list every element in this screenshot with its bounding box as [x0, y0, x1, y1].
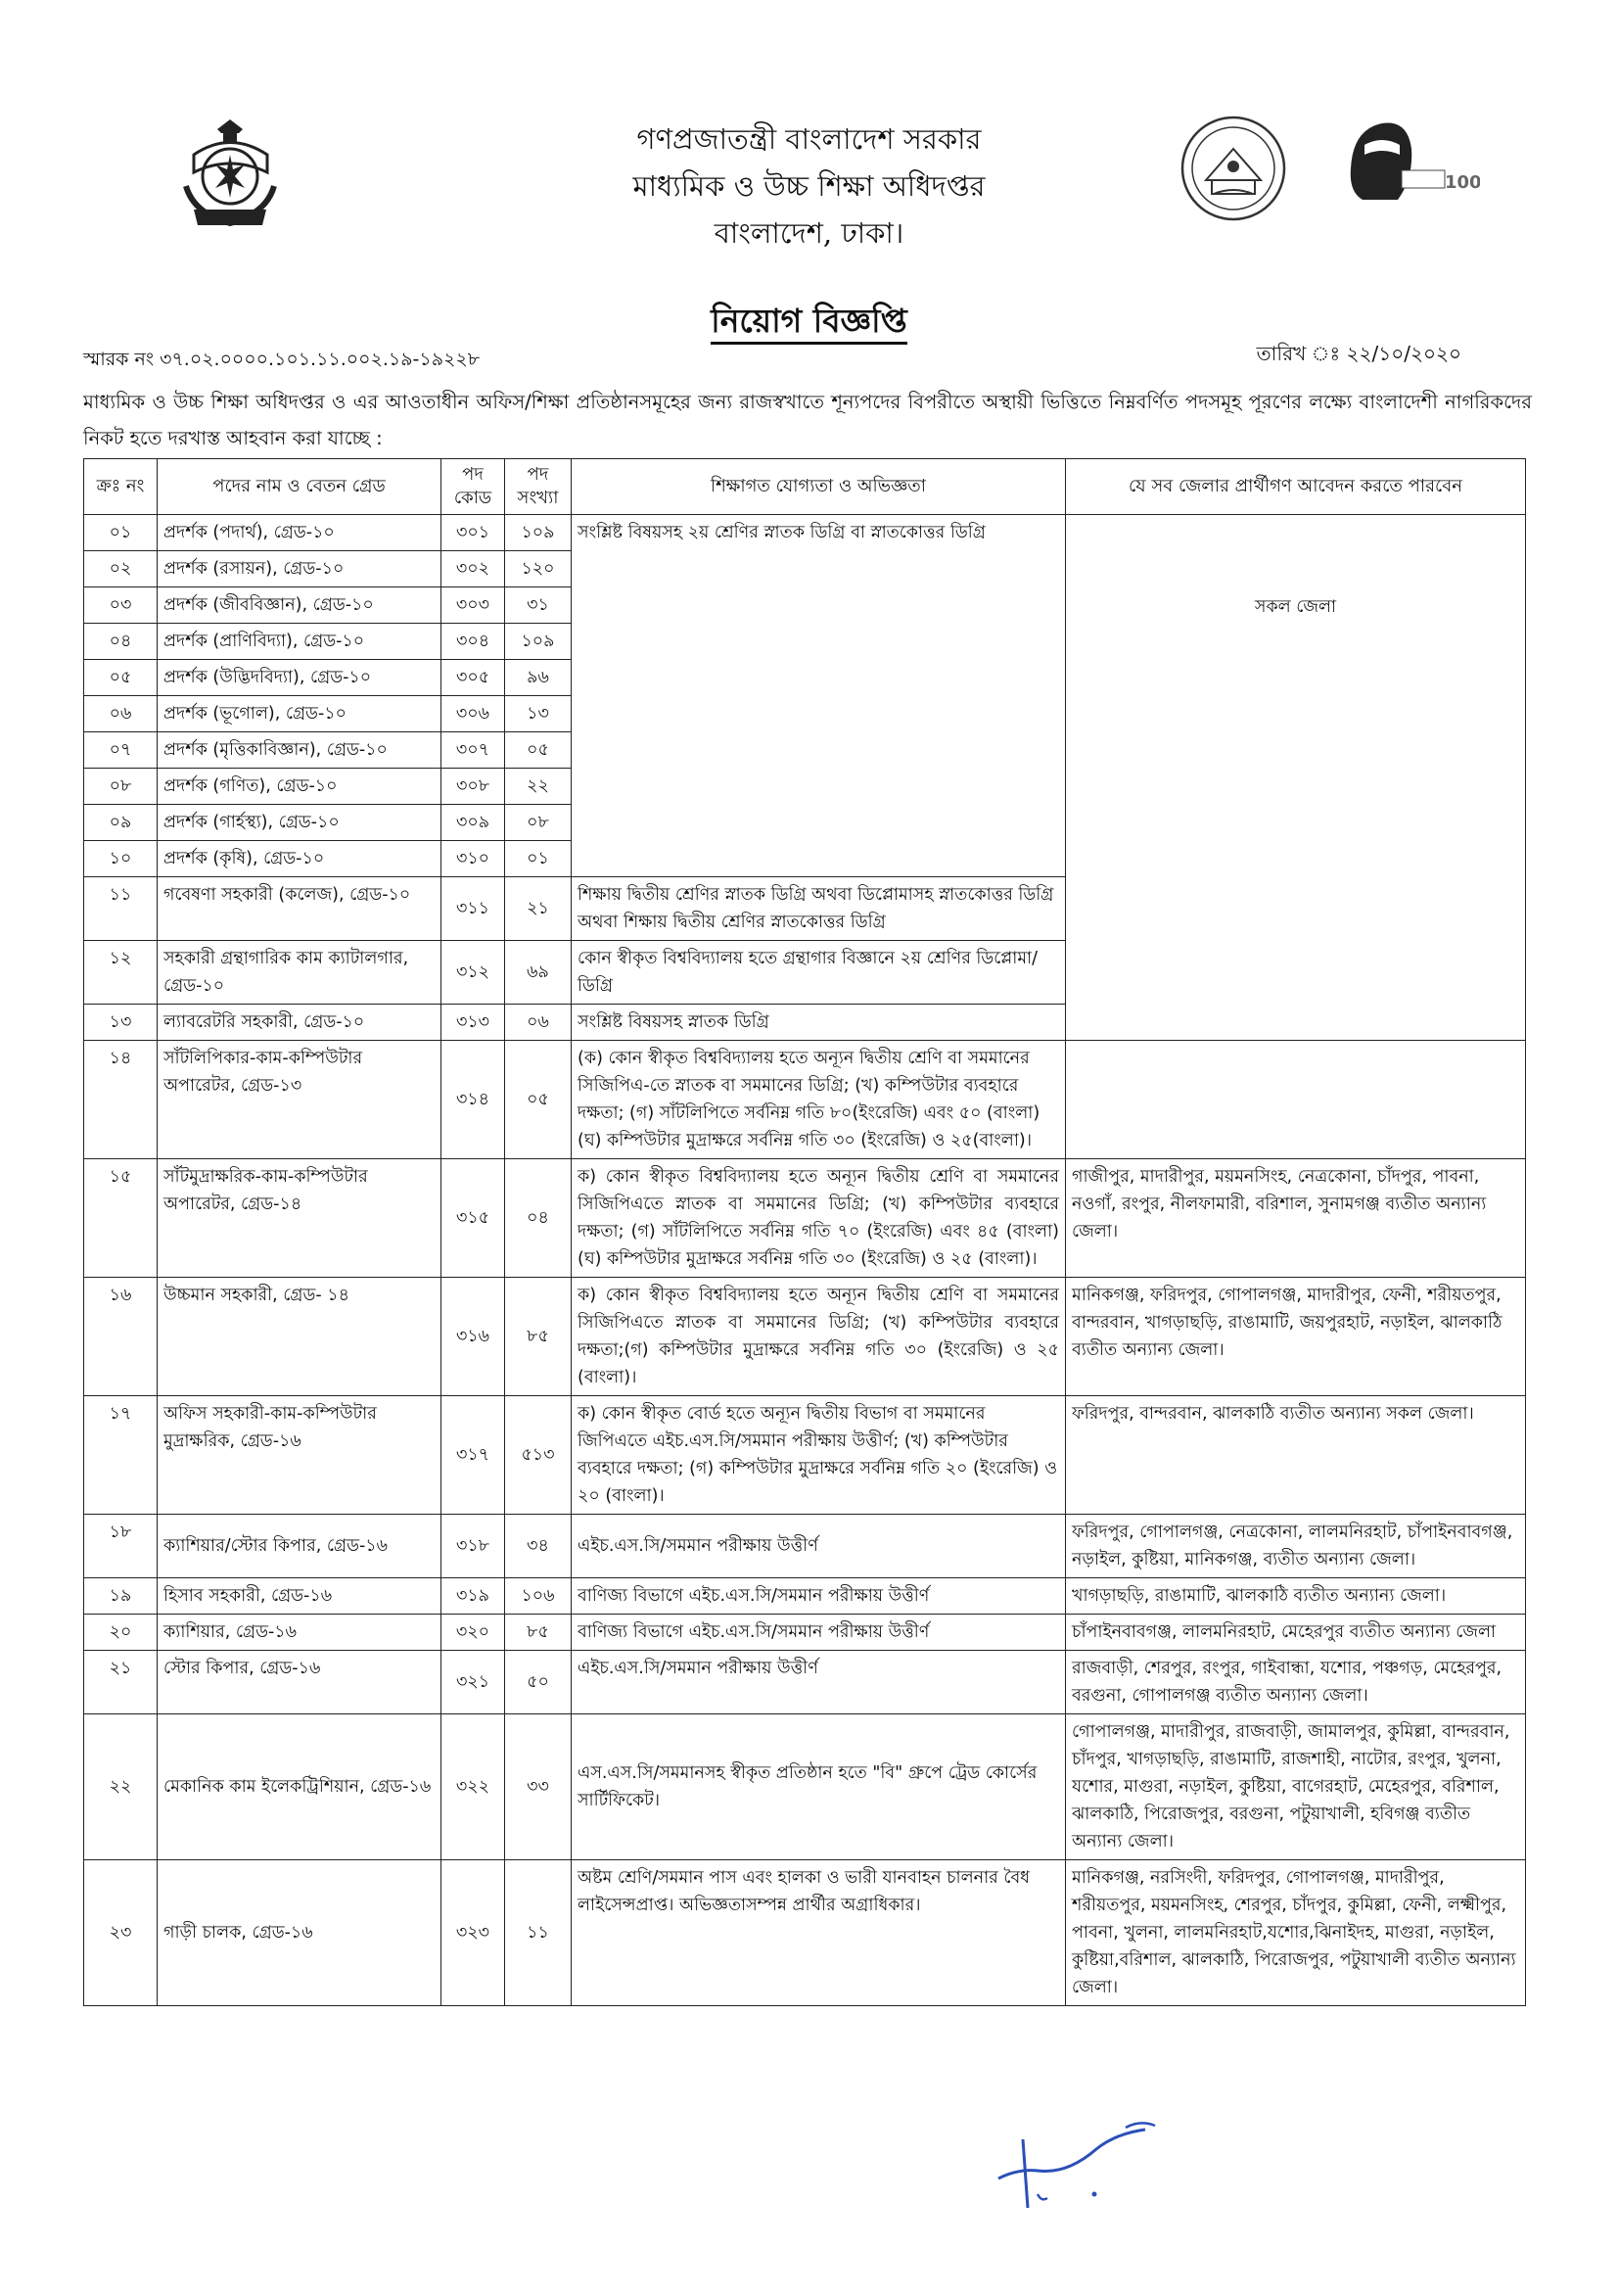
- cell-sl: ১২: [84, 941, 158, 1005]
- cell-post: স্টোর কিপার, গ্রেড-১৬: [158, 1651, 441, 1714]
- table-row: [84, 1159, 1526, 1278]
- cell-count: ০১: [505, 841, 572, 877]
- cell-count: ৮৫: [505, 1278, 572, 1396]
- cell-districts: মানিকগঞ্জ, নরসিংদী, ফরিদপুর, গোপালগঞ্জ, মাদারীপুর, শরীয়তপুর, ময়মনসিংহ, শেরপুর, চাঁদপুর, কুমিল্লা, ফেনী, লক্ষ্মীপুর, পাবনা, খুলনা, লালমনিরহাট,যশোর,ঝিনাইদহ, মাগুরা, নড়াইল, কুষ্টিয়া,বরিশাল, ঝালকাঠি, পিরোজপুর, পটুয়াখালী ব্যতীত অন্যান্য জেলা।: [1066, 1860, 1526, 2006]
- cell-sl: ১৩: [84, 1005, 158, 1041]
- cell-post: ক্যাশিয়ার/স্টোর কিপার, গ্রেড-১৬: [158, 1515, 441, 1578]
- cell-code: ৩২৩: [441, 1860, 505, 2006]
- cell-post: ল্যাবরেটরি সহকারী, গ্রেড-১০: [158, 1005, 441, 1041]
- cell-districts: গাজীপুর, মাদারীপুর, ময়মনসিংহ, নেত্রকোনা, চাঁদপুর, পাবনা, নওগাঁ, রংপুর, নীলফামারী, বরিশাল, সুনামগঞ্জ ব্যতীত অন্যান্য জেলা।: [1066, 1159, 1526, 1278]
- cell-code: ৩১১: [441, 877, 505, 941]
- cell-sl: ১১: [84, 877, 158, 941]
- cell-post: ক্যাশিয়ার, গ্রেড-১৬: [158, 1615, 441, 1651]
- cell-code: ৩২১: [441, 1651, 505, 1714]
- cell-post: প্রদর্শক (কৃষি), গ্রেড-১০: [158, 841, 441, 877]
- govt-name: গণপ্রজাতন্ত্রী বাংলাদেশ সরকার: [636, 122, 982, 156]
- table-row: [84, 1860, 1526, 2006]
- cell-sl: ১৫: [84, 1159, 158, 1278]
- cell-sl: ০৭: [84, 732, 158, 769]
- department-name: মাধ্যমিক ও উচ্চ শিক্ষা অধিদপ্তর: [632, 169, 986, 203]
- cell-post: প্রদর্শক (পদার্থ), গ্রেড-১০: [158, 515, 441, 551]
- table-row: [84, 1578, 1526, 1615]
- header-code: পদ কোড: [441, 459, 505, 515]
- cell-sl: ২৩: [84, 1860, 158, 2006]
- cell-qualification-shared: সংশ্লিষ্ট বিষয়সহ ২য় শ্রেণির স্নাতক ডিগ্রি বা স্নাতকোত্তর ডিগ্রি: [572, 515, 1066, 877]
- cell-qualification: এইচ.এস.সি/সমমান পরীক্ষায় উত্তীর্ণ: [572, 1651, 1066, 1714]
- cell-districts: ফরিদপুর, বান্দরবান, ঝালকাঠি ব্যতীত অন্যান্য সকল জেলা।: [1066, 1396, 1526, 1515]
- cell-count: ২১: [505, 877, 572, 941]
- cell-sl: ১৯: [84, 1578, 158, 1615]
- cell-qualification: ক) কোন স্বীকৃত বিশ্ববিদ্যালয় হতে অন্যূন দ্বিতীয় শ্রেণি বা সমমানের সিজিপিএতে স্নাতক বা সমমানের ডিগ্রি; (খ) কম্পিউটার ব্যবহারে দক্ষতা; (গ) সাঁটলিপিতে সর্বনিম্ন গতি ৭০ (ইংরেজি) এবং ৪৫ (বাংলা) (ঘ) কম্পিউটার মুদ্রাক্ষরে সর্বনিম্ন গতি ৩০ (ইংরেজি) ও ২৫ (বাংলা)।: [572, 1159, 1066, 1278]
- header-count: পদ সংখ্যা: [505, 459, 572, 515]
- cell-qualification: সংশ্লিষ্ট বিষয়সহ স্নাতক ডিগ্রি: [572, 1005, 1066, 1041]
- cell-count: ৫০: [505, 1651, 572, 1714]
- cell-count: ২২: [505, 769, 572, 805]
- cell-districts-shared: সকল জেলা: [1066, 515, 1526, 1041]
- cell-code: ৩১৭: [441, 1396, 505, 1515]
- cell-code: ৩১৬: [441, 1278, 505, 1396]
- cell-code: ৩০১: [441, 515, 505, 551]
- cell-post: মেকানিক কাম ইলেকট্রিশিয়ান, গ্রেড-১৬: [158, 1714, 441, 1860]
- cell-districts: রাজবাড়ী, শেরপুর, রংপুর, গাইবান্ধা, যশোর, পঞ্চগড়, মেহেরপুর, বরগুনা, গোপালগঞ্জ ব্যতীত অন্যান্য জেলা।: [1066, 1651, 1526, 1714]
- cell-code: ৩০৬: [441, 696, 505, 732]
- cell-districts: ফরিদপুর, গোপালগঞ্জ, নেত্রকোনা, লালমনিরহাট, চাঁপাইনবাবগঞ্জ, নড়াইল, কুষ্টিয়া, মানিকগঞ্জ, ব্যতীত অন্যান্য জেলা।: [1066, 1515, 1526, 1578]
- cell-sl: ১০: [84, 841, 158, 877]
- cell-sl: ০৪: [84, 624, 158, 660]
- cell-code: ৩১০: [441, 841, 505, 877]
- table-row: [84, 1615, 1526, 1651]
- vacancy-table: [83, 458, 1526, 2006]
- intro-paragraph: মাধ্যমিক ও উচ্চ শিক্ষা অধিদপ্তর ও এর আওতাধীন অফিস/শিক্ষা প্রতিষ্ঠানসমূহের জন্য রাজস্বখাতে শূন্যপদের বিপরীতে অস্থায়ী ভিত্তিতে নিম্নবর্ণিত পদসমূহ পূরণের লক্ষ্যে বাংলাদেশী নাগরিকদের নিকট হতে দরখাস্ত আহবান করা যাচ্ছে :: [83, 391, 1532, 449]
- svg-text:100: 100: [1445, 172, 1480, 193]
- cell-post: উচ্চমান সহকারী, গ্রেড- ১৪: [158, 1278, 441, 1396]
- cell-sl: ২১: [84, 1651, 158, 1714]
- cell-post: প্রদর্শক (প্রাণিবিদ্যা), গ্রেড-১০: [158, 624, 441, 660]
- cell-post: প্রদর্শক (গণিত), গ্রেড-১০: [158, 769, 441, 805]
- cell-code: ৩০৯: [441, 805, 505, 841]
- cell-qualification: এস.এস.সি/সমমানসহ স্বীকৃত প্রতিষ্ঠান হতে "বি" গ্রুপে ট্রেড কোর্সের সার্টিফিকেট।: [572, 1714, 1066, 1860]
- table-row: [84, 1041, 1526, 1159]
- table-row: [84, 1515, 1526, 1578]
- cell-districts: চাঁপাইনবাবগঞ্জ, লালমনিরহাট, মেহেরপুর ব্যতীত অন্যান্য জেলা: [1066, 1615, 1526, 1651]
- cell-sl: ০৫: [84, 660, 158, 696]
- cell-post: গাড়ী চালক, গ্রেড-১৬: [158, 1860, 441, 2006]
- cell-post: হিসাব সহকারী, গ্রেড-১৬: [158, 1578, 441, 1615]
- cell-code: ৩১২: [441, 941, 505, 1005]
- cell-qualification: এইচ.এস.সি/সমমান পরীক্ষায় উত্তীর্ণ: [572, 1515, 1066, 1578]
- cell-sl: ০৬: [84, 696, 158, 732]
- cell-count: ১১: [505, 1860, 572, 2006]
- header-post: পদের নাম ও বেতন গ্রেড: [158, 459, 441, 515]
- cell-qualification: (ক) কোন স্বীকৃত বিশ্ববিদ্যালয় হতে অন্যূন দ্বিতীয় শ্রেণি বা সমমানের সিজিপিএ-তে স্নাতক বা সমমানের ডিগ্রি; (খ) কম্পিউটার ব্যবহারে দক্ষতা; (গ) সাঁটলিপিতে সর্বনিম্ন গতি ৮০(ইংরেজি) এবং ৫০ (বাংলা) (ঘ) কম্পিউটার মুদ্রাক্ষরে সর্বনিম্ন গতি ৩০ (ইংরেজি) ও ২৫(বাংলা)।: [572, 1041, 1066, 1159]
- cell-count: ০৮: [505, 805, 572, 841]
- cell-sl: ১৮: [84, 1515, 158, 1578]
- cell-post: সাঁটলিপিকার-কাম-কম্পিউটার অপারেটর, গ্রেড-১৩: [158, 1041, 441, 1159]
- header-qualification: শিক্ষাগত যোগ্যতা ও অভিজ্ঞতা: [572, 459, 1066, 515]
- cell-code: ৩০৪: [441, 624, 505, 660]
- cell-code: ৩০৩: [441, 587, 505, 624]
- cell-code: ৩১৪: [441, 1041, 505, 1159]
- location: বাংলাদেশ, ঢাকা।: [714, 216, 904, 250]
- cell-count: ৩৩: [505, 1714, 572, 1860]
- cell-post: প্রদর্শক (জীববিজ্ঞান), গ্রেড-১০: [158, 587, 441, 624]
- cell-post: অফিস সহকারী-কাম-কম্পিউটার মুদ্রাক্ষরিক, গ্রেড-১৬: [158, 1396, 441, 1515]
- cell-code: ৩২০: [441, 1615, 505, 1651]
- cell-districts: গোপালগঞ্জ, মাদারীপুর, রাজবাড়ী, জামালপুর, কুমিল্লা, বান্দরবান, চাঁদপুর, খাগড়াছড়ি, রাঙামাটি, রাজশাহী, নাটোর, রংপুর, খুলনা, যশোর, মাগুরা, নড়াইল, কুষ্টিয়া, বাগেরহাট, মেহেরপুর, বরিশাল, ঝালকাঠি, পিরোজপুর, বরগুনা, পটুয়াখালী, হবিগঞ্জ ব্যতীত অন্যান্য জেলা।: [1066, 1714, 1526, 1860]
- cell-count: ১২০: [505, 551, 572, 587]
- cell-districts: খাগড়াছড়ি, রাঙামাটি, ঝালকাঠি ব্যতীত অন্যান্য জেলা।: [1066, 1578, 1526, 1615]
- cell-count: ৫১৩: [505, 1396, 572, 1515]
- cell-count: ০৪: [505, 1159, 572, 1278]
- cell-sl: ০১: [84, 515, 158, 551]
- cell-sl: ১৪: [84, 1041, 158, 1159]
- cell-code: ৩০২: [441, 551, 505, 587]
- cell-post: সাঁটমুদ্রাক্ষরিক-কাম-কম্পিউটার অপারেটর, গ্রেড-১৪: [158, 1159, 441, 1278]
- table-row: [84, 1651, 1526, 1714]
- cell-code: ৩১৯: [441, 1578, 505, 1615]
- mujib-borsho-logo-icon: [1343, 110, 1480, 208]
- cell-count: ৬৯: [505, 941, 572, 1005]
- cell-post: প্রদর্শক (উদ্ভিদবিদ্যা), গ্রেড-১০: [158, 660, 441, 696]
- cell-count: ১৩: [505, 696, 572, 732]
- notice-date: তারিখ ঃ ২২/১০/২০২০: [1256, 342, 1461, 365]
- cell-sl: ০৮: [84, 769, 158, 805]
- cell-qualification: ক) কোন স্বীকৃত বিশ্ববিদ্যালয় হতে অন্যূন দ্বিতীয় শ্রেণি বা সমমানের সিজিপিএতে স্নাতক বা সমমানের ডিগ্রি; (খ) কম্পিউটার ব্যবহারে দক্ষতা;(গ) কম্পিউটার মুদ্রাক্ষরে সর্বনিম্ন গতি ৩০ (ইংরেজি) ও ২৫ (বাংলা)।: [572, 1278, 1066, 1396]
- education-seal-icon: [1175, 110, 1292, 227]
- cell-qualification: শিক্ষায় দ্বিতীয় শ্রেণির স্নাতক ডিগ্রি অথবা ডিপ্লোমাসহ স্নাতকোত্তর ডিগ্রি অথবা শিক্ষায় দ্বিতীয় শ্রেণির স্নাতকোত্তর ডিগ্রি: [572, 877, 1066, 941]
- cell-post: সহকারী গ্রন্থাগারিক কাম ক্যাটালগার, গ্রেড-১০: [158, 941, 441, 1005]
- cell-count: ৮৫: [505, 1615, 572, 1651]
- signature-mark: [979, 2100, 1194, 2218]
- table-row: [84, 1396, 1526, 1515]
- cell-count: ৩১: [505, 587, 572, 624]
- cell-code: ৩০৮: [441, 769, 505, 805]
- cell-code: ৩১৮: [441, 1515, 505, 1578]
- cell-districts: মানিকগঞ্জ, ফরিদপুর, গোপালগঞ্জ, মাদারীপুর, ফেনী, শরীয়তপুর, বান্দরবান, খাগড়াছড়ি, রাঙামাটি, জয়পুরহাট, নড়াইল, ঝালকাঠি ব্যতীত অন্যান্য জেলা।: [1066, 1278, 1526, 1396]
- table-row: [84, 1714, 1526, 1860]
- cell-qualification: কোন স্বীকৃত বিশ্ববিদ্যালয় হতে গ্রন্থাগার বিজ্ঞানে ২য় শ্রেণির ডিপ্লোমা/ডিগ্রি: [572, 941, 1066, 1005]
- cell-post: প্রদর্শক (রসায়ন), গ্রেড-১০: [158, 551, 441, 587]
- cell-sl: ২০: [84, 1615, 158, 1651]
- cell-qualification: বাণিজ্য বিভাগে এইচ.এস.সি/সমমান পরীক্ষায় উত্তীর্ণ: [572, 1578, 1066, 1615]
- table-row: [84, 515, 1526, 551]
- cell-qualification: অষ্টম শ্রেণি/সমমান পাস এবং হালকা ও ভারী যানবাহন চালনার বৈধ লাইসেন্সপ্রাপ্ত। অভিজ্ঞতাসম্পন্ন প্রার্থীর অগ্রাধিকার।: [572, 1860, 1066, 2006]
- cell-districts: [1066, 1041, 1526, 1159]
- memo-number: স্মারক নং ৩৭.০২.০০০০.১০১.১১.০০২.১৯-১৯২২৮: [83, 349, 481, 370]
- cell-count: ০৫: [505, 732, 572, 769]
- cell-count: ০৬: [505, 1005, 572, 1041]
- cell-qualification: ক) কোন স্বীকৃত বোর্ড হতে অন্যূন দ্বিতীয় বিভাগ বা সমমানের জিপিএতে এইচ.এস.সি/সমমান পরীক্ষায় উত্তীর্ণ; (খ) কম্পিউটার ব্যবহারে দক্ষতা; (গ) কম্পিউটার মুদ্রাক্ষরে সর্বনিম্ন গতি ২০ (ইংরেজি) ও ২০ (বাংলা)।: [572, 1396, 1066, 1515]
- cell-code: ৩১৩: [441, 1005, 505, 1041]
- cell-sl: ১৭: [84, 1396, 158, 1515]
- cell-code: ৩০৫: [441, 660, 505, 696]
- cell-count: ৯৬: [505, 660, 572, 696]
- table-row: [84, 1278, 1526, 1396]
- cell-post: প্রদর্শক (গার্হস্থ্য), গ্রেড-১০: [158, 805, 441, 841]
- notice-title-text: নিয়োগ বিজ্ঞপ্তি: [711, 302, 906, 345]
- cell-code: ৩২২: [441, 1714, 505, 1860]
- cell-count: ১০৯: [505, 515, 572, 551]
- cell-qualification: বাণিজ্য বিভাগে এইচ.এস.সি/সমমান পরীক্ষায় উত্তীর্ণ: [572, 1615, 1066, 1651]
- table-header-row: [84, 459, 1526, 515]
- cell-sl: ০৯: [84, 805, 158, 841]
- cell-sl: ২২: [84, 1714, 158, 1860]
- cell-sl: ১৬: [84, 1278, 158, 1396]
- header-districts: যে সব জেলার প্রার্থীগণ আবেদন করতে পারবেন: [1066, 459, 1526, 515]
- cell-count: ১০৯: [505, 624, 572, 660]
- cell-post: গবেষণা সহকারী (কলেজ), গ্রেড-১০: [158, 877, 441, 941]
- header-sl: ক্রঃ নং: [84, 459, 158, 515]
- cell-code: ৩১৫: [441, 1159, 505, 1278]
- cell-count: ১০৬: [505, 1578, 572, 1615]
- cell-count: ৩৪: [505, 1515, 572, 1578]
- cell-count: ০৫: [505, 1041, 572, 1159]
- cell-post: প্রদর্শক (ভূগোল), গ্রেড-১০: [158, 696, 441, 732]
- cell-post: প্রদর্শক (মৃত্তিকাবিজ্ঞান), গ্রেড-১০: [158, 732, 441, 769]
- cell-code: ৩০৭: [441, 732, 505, 769]
- cell-sl: ০২: [84, 551, 158, 587]
- cell-sl: ০৩: [84, 587, 158, 624]
